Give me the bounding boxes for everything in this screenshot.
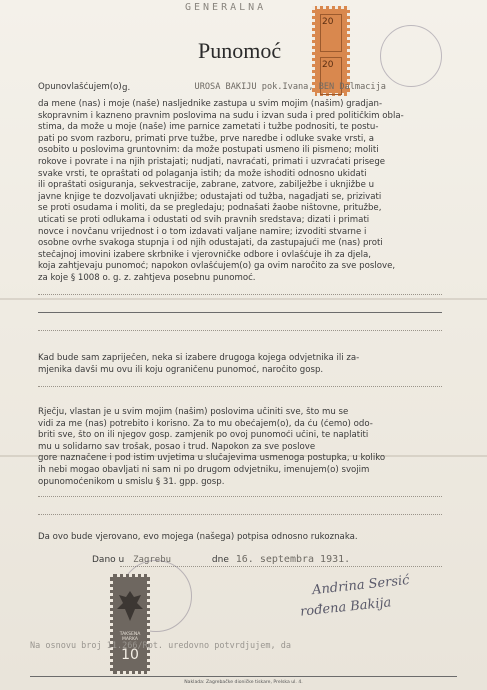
stamp-value: 10 [121, 647, 139, 663]
text-line: da mene (nas) i moje (naše) nasljednike zastupa u svim mojim (našim) gradjan- [38, 99, 383, 109]
paragraph-powers [38, 99, 442, 285]
typed-certification-line: Na osnovu broj 11.266/Rpt. uredovno potvrdjujem, da [30, 641, 291, 651]
text-line: ih nebi mogao obavljati ni sam ni po drugom odvjetniku, imenujem(o) svojim [38, 464, 370, 475]
text-line: osobne ovrhe svakoga stupnja i od njih odustajati, da zastupajući me (nas) proti [38, 238, 383, 249]
text-line: javne knjige te dozvoljavati uknjižbe; odustajati od tužba, nagadjati se, prizivati [38, 191, 382, 202]
dne-label: dne [211, 555, 229, 565]
text-line: pati po svom razboru, primati prve tužbe, prve naredbe i odluke svake vrsti, a [38, 133, 374, 144]
rule-line [30, 676, 457, 677]
dotted-line [38, 496, 442, 497]
date-line [92, 554, 350, 565]
paragraph-substitute [38, 353, 442, 376]
signature-line-1: Andrina Sersić [311, 572, 411, 599]
text-line: za koje § 1008 o. g. z. zahtjeva posebnu punomoć. [38, 272, 256, 283]
text-line: briti sve, što on ili njegov gosp. zamjenik po ovoj punomoći učini, te naplatiti [38, 430, 369, 441]
eagle-icon [113, 587, 147, 627]
dotted-line [38, 386, 442, 387]
signature-line-2: rođena Bakija [299, 595, 392, 620]
dotted-line [38, 294, 442, 295]
dotted-line [38, 330, 442, 331]
text-line: rokove i povrate i na njih pristajati; nudjati, navraćati, primati i uzvraćati prisege [38, 156, 386, 167]
revenue-stamp-bottom [110, 574, 150, 674]
text-line: se proti osudama i moliti, da se pregledaju; podnašati žaobe ništovne, pritužbe, [38, 203, 382, 214]
text-line: svake vrsti, te opraštati od polaganja istih; da može ishoditi odnosno ukidati [38, 168, 367, 179]
text-line: ili opraštati osiguranja, sekvestracije, zabrane, zatvore, zabilježbe i uknjižbe u [38, 180, 375, 191]
top-heading: GENERALNA [185, 2, 267, 13]
text-line: mu u solidarno sav trošak, posao i trud. Napokon za sve poslove [38, 441, 316, 452]
text-line: Rječju, vlastan je u svim mojim (našim) poslovima učiniti sve, što mu se [38, 407, 349, 417]
text-line: gore naznačene i pod istim uvjetima u slučajevima usmenoga postupka, u koliko [38, 453, 386, 464]
text-line: koja zahtjevaju punomoć; napokon ovlašćujem(o) ga ovim naročito za sve poslove, [38, 261, 396, 272]
rule-line [38, 312, 442, 313]
text-line: opunomoćenikom u smislu § 31. gpp. gosp. [38, 476, 225, 487]
intro-suffix: g. [122, 83, 131, 93]
paragraph-authority [38, 407, 442, 488]
intro-label: Opunovlašćujem(o) [38, 82, 122, 92]
postmark-circle [380, 25, 442, 87]
stamp-value: 20 [322, 60, 334, 70]
fold-line [0, 298, 487, 300]
text-line: uticati se proti odlukama i odustati od svih pravnih sredstava; dizati i primati [38, 214, 370, 225]
text-line: novce i novčanu vrijednost i o tom izdavati valjane namire; izvoditi stvarne i [38, 226, 367, 237]
text-line: osobito u poslovima gruntovnim: da može postupati usmeno ili pismeno; moliti [38, 145, 379, 156]
stamp-text: TAKSENA MARKA [119, 632, 141, 642]
text-line: Kad bude sam zapriječen, neka si izabere drugoga kojega odvjetnika ili za- [38, 353, 360, 363]
intro-line [38, 82, 442, 94]
closing-statement: Da ovo bude vjerovano, evo mojega (našega) potpisa odnosno rukoznaka. [38, 532, 358, 542]
typed-principal-name: UROŠA BAKIJU pok.Ivana, BEN Dalmacija [194, 82, 386, 92]
text-line: skopravnim i kazneno pravnim poslovima na sudu i izvan suda i pred političkim obla- [38, 110, 404, 121]
dano-label: Dano u [92, 555, 125, 565]
stamp-value: 20 [322, 17, 334, 27]
document-title: Punomoć [198, 38, 282, 63]
text-line: vidi za me (nas) potrebito i korisno. Za to mu obećajem(o), da ću (ćemo) odo- [38, 418, 373, 429]
place-typed: Zagrebu [133, 555, 172, 565]
dotted-line [38, 514, 442, 515]
text-line: mjenika davši mu ovu ili koju ograničenu punomoć, naročito gosp. [38, 364, 324, 375]
printer-footer: Naklada: Zagrebačke dioničke tiskare, Prelska ul. 4. [184, 680, 303, 685]
text-line: stima, da može u moje (naše) ime parnice zametati i tužbe podnositi, te postu- [38, 122, 379, 133]
date-typed: 16. septembra 1931. [235, 554, 351, 565]
text-line: stečajnoj imovini izabere skrbnike i vjerovničke odbore i ovlašćuje ih za djela, [38, 249, 371, 260]
